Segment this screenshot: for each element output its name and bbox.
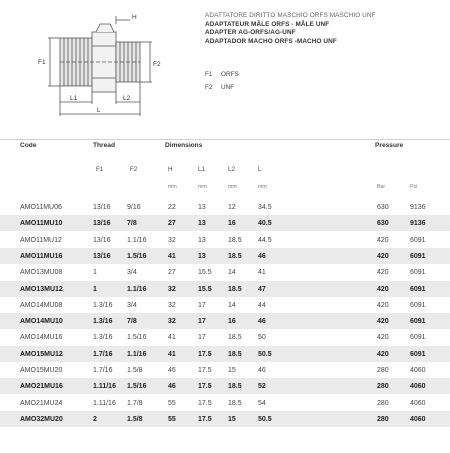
subheader-f2: F2 bbox=[130, 166, 138, 173]
cell-l2: 14 bbox=[228, 269, 236, 277]
cell-h: 32 bbox=[168, 318, 176, 326]
cell-l1: 15.5 bbox=[198, 285, 212, 293]
cell-bar: 420 bbox=[377, 269, 389, 277]
cell-l1: 17 bbox=[198, 301, 206, 309]
cell-code: AMO11MU10 bbox=[20, 220, 63, 228]
cell-bar: 420 bbox=[377, 236, 389, 244]
cell-l2: 18.5 bbox=[228, 334, 242, 342]
cell-f2: 1.5/16 bbox=[127, 383, 147, 391]
cell-l: 40.5 bbox=[258, 220, 272, 228]
cell-f2: 3/4 bbox=[127, 269, 137, 277]
cell-l1: 13 bbox=[198, 220, 206, 228]
cell-l: 34.5 bbox=[258, 204, 272, 211]
cell-bar: 280 bbox=[377, 399, 389, 407]
cell-bar: 280 bbox=[377, 415, 389, 423]
cell-f1: 13/16 bbox=[93, 220, 111, 228]
cell-h: 32 bbox=[168, 301, 176, 309]
cell-l: 44 bbox=[258, 301, 266, 309]
thread-legend bbox=[205, 69, 239, 94]
cell-f1: 2 bbox=[93, 415, 97, 423]
table-row bbox=[0, 232, 450, 248]
header-dimensions: Dimensions bbox=[165, 142, 203, 149]
cell-f1: 1.3/16 bbox=[93, 334, 113, 342]
cell-psi: 9136 bbox=[410, 220, 426, 228]
cell-psi: 6091 bbox=[410, 318, 426, 326]
cell-bar: 280 bbox=[377, 383, 389, 391]
cell-psi: 6091 bbox=[410, 334, 426, 342]
cell-psi: 6091 bbox=[410, 350, 426, 358]
unit-h: mm bbox=[168, 184, 177, 190]
cell-f1: 1.11/16 bbox=[93, 399, 116, 407]
cell-h: 27 bbox=[168, 269, 176, 277]
cell-l2: 18.5 bbox=[228, 236, 242, 244]
cell-psi: 9136 bbox=[410, 204, 426, 211]
cell-l2: 15 bbox=[228, 367, 236, 374]
cell-code: AMO15MU12 bbox=[20, 350, 63, 358]
table-top-rule bbox=[0, 139, 450, 140]
cell-l: 50 bbox=[258, 334, 266, 342]
cell-f2: 7/8 bbox=[127, 220, 137, 228]
table-row bbox=[0, 329, 450, 345]
cell-h: 41 bbox=[168, 350, 176, 358]
cell-bar: 630 bbox=[377, 204, 389, 211]
cell-code: AMO14MU16 bbox=[20, 334, 63, 342]
cell-l2: 18.5 bbox=[228, 252, 242, 260]
cell-bar: 420 bbox=[377, 301, 389, 309]
cell-l1: 17.5 bbox=[198, 383, 212, 391]
cell-l1: 17.5 bbox=[198, 350, 212, 358]
cell-psi: 4060 bbox=[410, 399, 426, 407]
cell-code: AMO11MU16 bbox=[20, 252, 63, 260]
cell-code: AMO21MU16 bbox=[20, 383, 63, 391]
cell-l2: 14 bbox=[228, 301, 236, 309]
cell-f1: 13/16 bbox=[93, 252, 111, 260]
header-pressure: Pressure bbox=[375, 142, 404, 149]
unit-l1: mm bbox=[198, 184, 207, 190]
cell-code: AMO21MU24 bbox=[20, 399, 63, 407]
cell-f2: 1.5/8 bbox=[127, 415, 143, 423]
cell-h: 27 bbox=[168, 220, 176, 228]
cell-l: 46 bbox=[258, 367, 266, 374]
cell-f2: 1.1/16 bbox=[127, 285, 147, 293]
cell-l1: 13 bbox=[198, 236, 206, 244]
cell-l1: 17.5 bbox=[198, 415, 212, 423]
cell-psi: 6091 bbox=[410, 252, 426, 260]
cell-f1: 1.11/16 bbox=[93, 383, 116, 391]
cell-f1: 1.3/16 bbox=[93, 301, 113, 309]
cell-h: 55 bbox=[168, 415, 176, 423]
cell-psi: 4060 bbox=[410, 383, 426, 391]
cell-l: 46 bbox=[258, 318, 266, 326]
subheader-l: L bbox=[258, 166, 262, 173]
header-code: Code bbox=[20, 142, 37, 149]
label-f2: F2 bbox=[153, 61, 161, 68]
cell-l2: 15 bbox=[228, 415, 236, 423]
cell-psi: 4060 bbox=[410, 415, 426, 423]
table-row bbox=[0, 346, 450, 362]
cell-f2: 3/4 bbox=[127, 301, 137, 309]
table-row bbox=[0, 395, 450, 411]
cell-psi: 6091 bbox=[410, 269, 426, 277]
cell-f1: 1.7/16 bbox=[93, 350, 113, 358]
cell-l1: 13 bbox=[198, 252, 206, 260]
legend-f2: F2 UNF bbox=[205, 83, 235, 91]
subheader-f1: F1 bbox=[96, 166, 104, 173]
cell-l: 50.5 bbox=[258, 415, 272, 423]
cell-f2: 1.1/16 bbox=[127, 236, 147, 244]
label-l: L bbox=[97, 107, 101, 114]
table-row bbox=[0, 281, 450, 297]
cell-f2: 7/8 bbox=[127, 318, 137, 326]
cell-l: 54 bbox=[258, 399, 266, 407]
cell-psi: 6091 bbox=[410, 236, 426, 244]
table-row bbox=[0, 411, 450, 427]
cell-h: 32 bbox=[168, 285, 176, 293]
title-es: ADAPTADOR MACHO ORFS -MACHO UNF bbox=[205, 37, 337, 45]
label-l2: L2 bbox=[123, 95, 131, 102]
unit-l: mm bbox=[258, 184, 267, 190]
cell-h: 41 bbox=[168, 334, 176, 342]
cell-f1: 1 bbox=[93, 269, 97, 277]
cell-h: 32 bbox=[168, 236, 176, 244]
cell-f1: 1.7/16 bbox=[93, 367, 113, 374]
table-row bbox=[0, 199, 450, 215]
cell-bar: 630 bbox=[377, 220, 389, 228]
header-thread: Thread bbox=[93, 142, 115, 149]
label-f1: F1 bbox=[38, 59, 46, 66]
subheader-h: H bbox=[168, 166, 173, 173]
cell-bar: 420 bbox=[377, 318, 389, 326]
cell-code: AMO13MU08 bbox=[20, 269, 63, 277]
cell-code: AMO32MU20 bbox=[20, 415, 63, 423]
unit-psi: Psi bbox=[410, 184, 418, 190]
title-fr: ADAPTATEUR MÂLE ORFS - MÂLE UNF bbox=[205, 20, 330, 28]
cell-l1: 17.5 bbox=[198, 399, 212, 407]
cell-l: 47 bbox=[258, 285, 266, 293]
cell-l2: 18.5 bbox=[228, 350, 242, 358]
cell-h: 46 bbox=[168, 367, 176, 374]
label-l1: L1 bbox=[70, 95, 78, 102]
cell-f2: 1.1/16 bbox=[127, 350, 147, 358]
cell-bar: 420 bbox=[377, 350, 389, 358]
cell-f2: 1.7/8 bbox=[127, 399, 143, 407]
legend-f1: F1 ORFS bbox=[205, 71, 239, 78]
subheader-l2: L2 bbox=[228, 166, 235, 173]
cell-bar: 420 bbox=[377, 334, 389, 342]
table-row bbox=[0, 215, 450, 231]
subheader-l1: L1 bbox=[198, 166, 205, 173]
cell-l: 50.5 bbox=[258, 350, 272, 358]
cell-l2: 12 bbox=[228, 204, 236, 211]
unit-l2: mm bbox=[228, 184, 237, 190]
fitting-technical-drawing bbox=[20, 10, 170, 120]
cell-f1: 1.3/16 bbox=[93, 318, 113, 326]
unit-bar: Bar bbox=[377, 184, 386, 190]
cell-code: AMO14MU10 bbox=[20, 318, 63, 326]
cell-code: AMO11MU06 bbox=[20, 204, 62, 211]
cell-h: 22 bbox=[168, 204, 176, 211]
cell-l1: 13 bbox=[198, 204, 206, 211]
cell-f2: 9/16 bbox=[127, 204, 141, 211]
cell-l2: 18.5 bbox=[228, 399, 242, 407]
cell-bar: 420 bbox=[377, 252, 389, 260]
table-row bbox=[0, 313, 450, 329]
cell-psi: 6091 bbox=[410, 285, 426, 293]
table-row bbox=[0, 297, 450, 313]
cell-bar: 420 bbox=[377, 285, 389, 293]
title-it: ADATTATORE DIRITTO MASCHIO ORFS MASCHIO UNF bbox=[205, 12, 376, 19]
cell-psi: 6091 bbox=[410, 301, 426, 309]
cell-code: AMO11MU12 bbox=[20, 236, 62, 244]
cell-f2: 1.5/16 bbox=[127, 252, 147, 260]
cell-psi: 4060 bbox=[410, 367, 426, 374]
product-titles bbox=[205, 12, 376, 46]
cell-l: 46 bbox=[258, 252, 266, 260]
cell-f2: 1.5/8 bbox=[127, 367, 143, 374]
cell-f1: 13/16 bbox=[93, 204, 111, 211]
table-row bbox=[0, 248, 450, 264]
table-row bbox=[0, 264, 450, 280]
cell-code: AMO14MU08 bbox=[20, 301, 63, 309]
cell-f1: 1 bbox=[93, 285, 97, 293]
table-row bbox=[0, 378, 450, 394]
cell-h: 46 bbox=[168, 383, 176, 391]
cell-l2: 18.5 bbox=[228, 285, 242, 293]
cell-f2: 1.5/16 bbox=[127, 334, 147, 342]
cell-l: 44.5 bbox=[258, 236, 272, 244]
cell-l2: 16 bbox=[228, 220, 236, 228]
cell-l1: 15.5 bbox=[198, 269, 212, 277]
cell-l2: 16 bbox=[228, 318, 236, 326]
cell-l1: 17 bbox=[198, 318, 206, 326]
cell-l2: 18.5 bbox=[228, 383, 242, 391]
table-row bbox=[0, 362, 450, 378]
cell-h: 55 bbox=[168, 399, 176, 407]
title-de: ADAPTER AG-ORFS/AG-UNF bbox=[205, 29, 296, 37]
cell-l1: 17 bbox=[198, 334, 206, 342]
cell-l: 41 bbox=[258, 269, 266, 277]
cell-f1: 13/16 bbox=[93, 236, 111, 244]
cell-code: AMO15MU20 bbox=[20, 367, 63, 374]
cell-code: AMO13MU12 bbox=[20, 285, 63, 293]
cell-l: 52 bbox=[258, 383, 266, 391]
cell-bar: 280 bbox=[377, 367, 389, 374]
cell-h: 41 bbox=[168, 252, 176, 260]
cell-l1: 17.5 bbox=[198, 367, 212, 374]
label-h: H bbox=[132, 14, 137, 21]
